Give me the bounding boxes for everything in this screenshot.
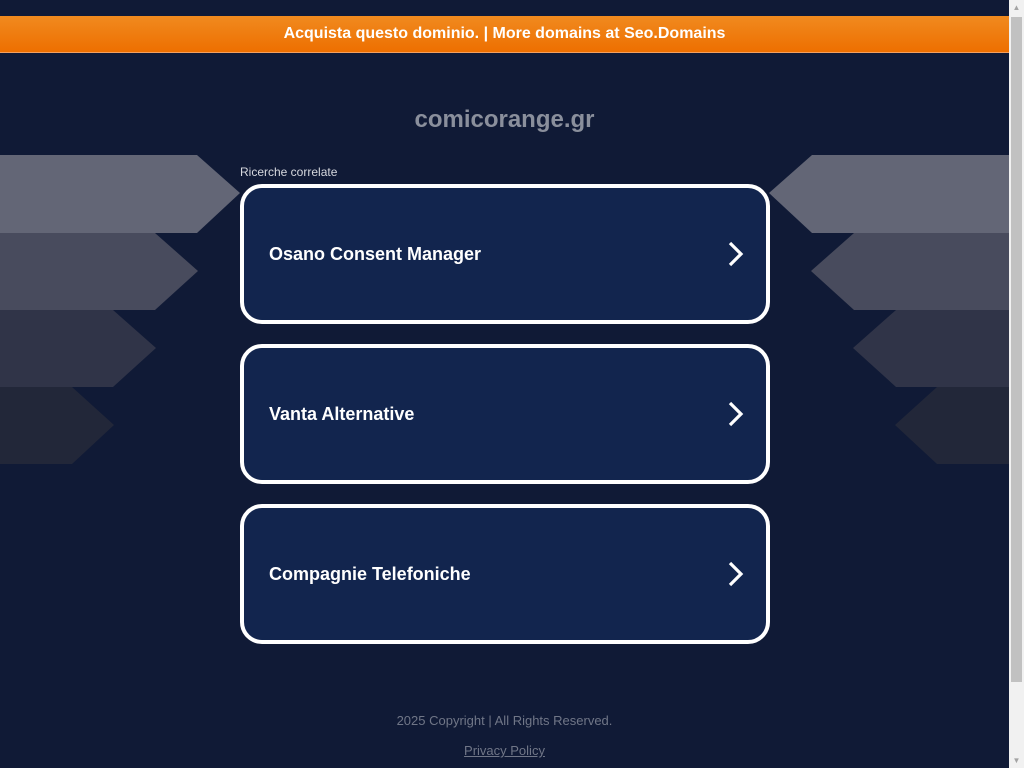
left-stripe-4 bbox=[0, 387, 114, 464]
related-search-link[interactable] bbox=[240, 504, 770, 644]
right-stripe-3 bbox=[853, 310, 1009, 387]
scroll-down-icon[interactable]: ▼ bbox=[1012, 756, 1021, 765]
right-stripe-1 bbox=[769, 155, 1009, 233]
related-search-label: Compagnie Telefoniche bbox=[269, 563, 471, 584]
right-decoration bbox=[768, 155, 1009, 465]
related-search-link[interactable] bbox=[240, 344, 770, 484]
left-stripe-3 bbox=[0, 310, 156, 387]
domain-title: comicorange.gr bbox=[414, 106, 595, 133]
left-stripe-1 bbox=[0, 155, 240, 233]
right-stripe-2 bbox=[811, 233, 1009, 310]
privacy-policy-container bbox=[0, 743, 1009, 758]
scrollbar-thumb[interactable] bbox=[1011, 17, 1022, 682]
right-stripe-4 bbox=[895, 387, 1009, 464]
chevron-right-icon bbox=[726, 240, 746, 268]
left-stripe-2 bbox=[0, 233, 198, 310]
related-search-label: Osano Consent Manager bbox=[269, 243, 482, 264]
chevron-right-icon bbox=[726, 560, 746, 588]
vertical-scrollbar[interactable] bbox=[1009, 0, 1024, 768]
buy-domain-banner[interactable]: Acquista questo dominio. | More domains at Seo.Domains bbox=[0, 16, 1009, 53]
related-searches-label: Ricerche correlate bbox=[240, 165, 338, 179]
related-search-link[interactable] bbox=[240, 184, 770, 324]
privacy-policy-link[interactable]: Privacy Policy bbox=[464, 743, 545, 758]
scroll-up-icon[interactable]: ▲ bbox=[1012, 3, 1021, 12]
left-decoration bbox=[0, 155, 245, 465]
related-search-label: Vanta Alternative bbox=[269, 403, 415, 424]
copyright-text: 2025 Copyright | All Rights Reserved. bbox=[396, 713, 613, 728]
chevron-right-icon bbox=[726, 400, 746, 428]
